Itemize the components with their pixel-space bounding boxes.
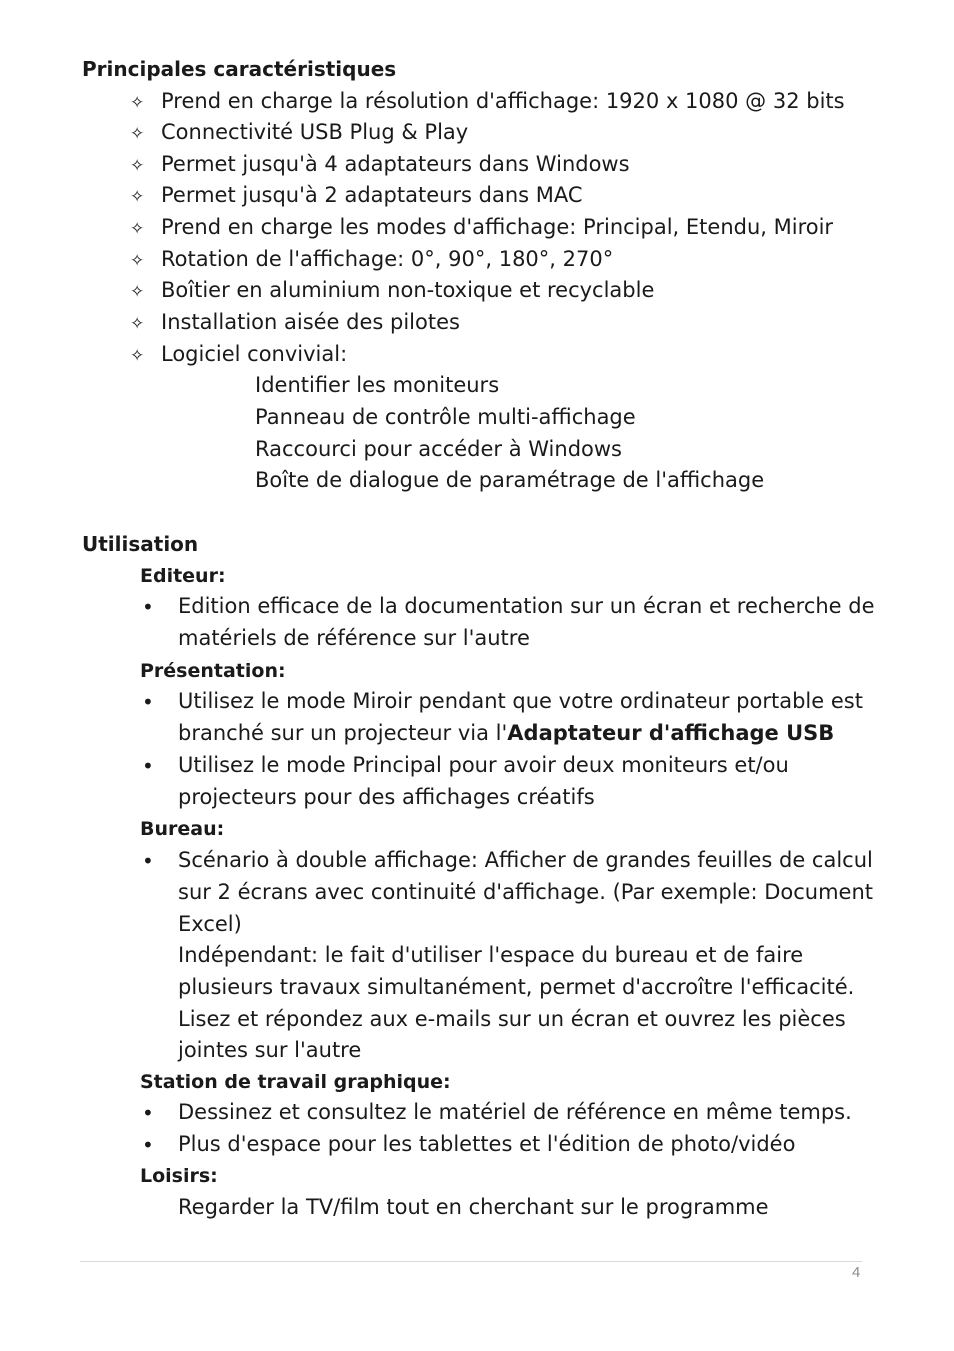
feature-item: ✧ Boîtier en aluminium non-toxique et recyclable	[130, 276, 654, 306]
feature-item: ✧ Connectivité USB Plug & Play	[130, 118, 468, 148]
office-continuation: Indépendant: le fait d'utiliser l'espace du bureau et de faire plusieurs travaux simultanément, permet d'accroître l'efficacité. Lisez et répondez aux e-mails sur un écran et ouvrez les pièces jointes sur l'autre	[178, 943, 855, 1063]
graphics-item: Dessinez et consultez le matériel de référence en même temps.	[178, 1100, 852, 1124]
bullet-icon: •	[142, 690, 154, 714]
star-bullet-icon: ✧	[130, 187, 145, 207]
star-bullet-icon: ✧	[130, 346, 145, 366]
software-item: Identifier les moniteurs	[255, 373, 500, 397]
software-item: Panneau de contrôle multi-affichage	[255, 405, 636, 429]
bullet-icon: •	[142, 754, 154, 778]
product-name: Adaptateur d'affichage USB	[507, 720, 835, 745]
features-heading: Principales caractéristiques	[82, 57, 397, 81]
feature-item: ✧ Rotation de l'affichage: 0°, 90°, 180°, 270°	[130, 245, 613, 275]
feature-item: ✧ Installation aisée des pilotes	[130, 308, 460, 338]
page-number: 4	[852, 1264, 861, 1281]
office-label: Bureau:	[140, 818, 225, 840]
star-bullet-icon: ✧	[130, 251, 145, 271]
presentation-label: Présentation:	[140, 660, 286, 682]
feature-item: ✧ Permet jusqu'à 4 adaptateurs dans Windows	[130, 150, 630, 180]
feature-item: ✧ Logiciel convivial:	[130, 340, 347, 370]
bullet-icon: •	[142, 595, 154, 619]
footer-divider	[80, 1261, 862, 1262]
bullet-icon: •	[142, 1133, 154, 1157]
editor-item: Edition efficace de la documentation sur un écran et recherche de matériels de référence sur l'autre	[178, 594, 875, 650]
star-bullet-icon: ✧	[130, 314, 145, 334]
star-bullet-icon: ✧	[130, 219, 145, 239]
software-item: Raccourci pour accéder à Windows	[255, 437, 622, 461]
star-bullet-icon: ✧	[130, 156, 145, 176]
star-bullet-icon: ✧	[130, 124, 145, 144]
graphics-item: Plus d'espace pour les tablettes et l'édition de photo/vidéo	[178, 1132, 796, 1156]
bullet-icon: •	[142, 1101, 154, 1125]
office-item: Scénario à double affichage: Afficher de grandes feuilles de calcul sur 2 écrans avec continuité d'affichage. (Par exemple: Document Excel)	[178, 848, 874, 936]
editor-label: Editeur:	[140, 565, 226, 587]
feature-item: ✧ Permet jusqu'à 2 adaptateurs dans MAC	[130, 181, 583, 211]
feature-item: ✧ Prend en charge la résolution d'affichage: 1920 x 1080 @ 32 bits	[130, 87, 845, 117]
software-item: Boîte de dialogue de paramétrage de l'affichage	[255, 468, 765, 492]
leisure-label: Loisirs:	[140, 1165, 218, 1187]
presentation-item: Utilisez le mode Principal pour avoir deux moniteurs et/ou projecteurs pour des affichages créatifs	[178, 753, 789, 809]
feature-item: ✧ Prend en charge les modes d'affichage: Principal, Etendu, Miroir	[130, 213, 833, 243]
star-bullet-icon: ✧	[130, 93, 145, 113]
star-bullet-icon: ✧	[130, 282, 145, 302]
presentation-item: Utilisez le mode Miroir pendant que votre ordinateur portable est branché sur un projecteur via l'Adaptateur d'affichage USB	[178, 689, 863, 745]
leisure-text: Regarder la TV/film tout en cherchant sur le programme	[178, 1195, 769, 1219]
graphics-label: Station de travail graphique:	[140, 1071, 451, 1093]
usage-heading: Utilisation	[82, 532, 199, 556]
bullet-icon: •	[142, 849, 154, 873]
